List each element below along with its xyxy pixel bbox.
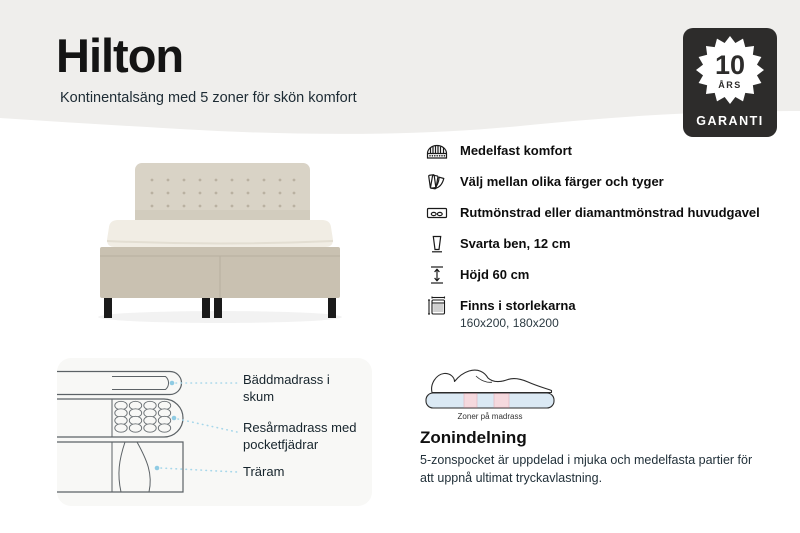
feature-label: Svarta ben, 12 cm (460, 236, 571, 251)
feature-row (424, 295, 784, 330)
layer-label-topper: Bäddmadrass i skum (243, 372, 330, 404)
mattress-zones-figure (420, 362, 560, 412)
feature-label: Höjd 60 cm (460, 267, 530, 282)
zones-caption: Zoner på madrass (457, 412, 523, 421)
sizes-icon (424, 294, 450, 318)
feature-row (424, 140, 784, 163)
badge-label: GARANTI (696, 114, 764, 128)
fabric-swatches-icon (424, 170, 450, 194)
bed-product-image (90, 150, 350, 325)
feature-label: Välj mellan olika färger och tyger (460, 174, 664, 189)
feature-sublabel: 160x200, 180x200 (460, 315, 559, 330)
feature-label: Rutmönstrad eller diamantmönstrad huvudgavel (460, 205, 760, 220)
feature-row (424, 171, 784, 194)
badge-years: 10 (714, 50, 746, 80)
page-title: Hilton (56, 29, 184, 82)
badge-years-suffix: ÅRS (718, 80, 742, 90)
zones-heading: Zonindelning (420, 428, 527, 447)
feature-row (424, 233, 784, 256)
feature-list (424, 140, 784, 338)
feature-row (424, 202, 784, 225)
starburst-icon (695, 35, 765, 105)
headboard-icon (424, 201, 450, 225)
feature-label: Finns i storlekarna (460, 298, 576, 313)
mattress-icon (424, 139, 450, 163)
guarantee-badge (683, 28, 777, 137)
bed-leg-icon (424, 232, 450, 256)
feature-row (424, 264, 784, 287)
feature-label: Medelfast komfort (460, 143, 572, 158)
zones-description: 5-zonspocket är uppdelad i mjuka och medelfasta partier för att uppnå ultimat tryckavlastning. (420, 453, 753, 485)
height-icon (424, 263, 450, 287)
construction-diagram-card (57, 358, 372, 506)
layer-label-frame: Träram (243, 464, 285, 479)
page-subtitle: Kontinentalsäng med 5 zoner för skön komfort (60, 90, 357, 106)
layer-label-springs: Resårmadrass med pocketfjädrar (243, 420, 357, 452)
